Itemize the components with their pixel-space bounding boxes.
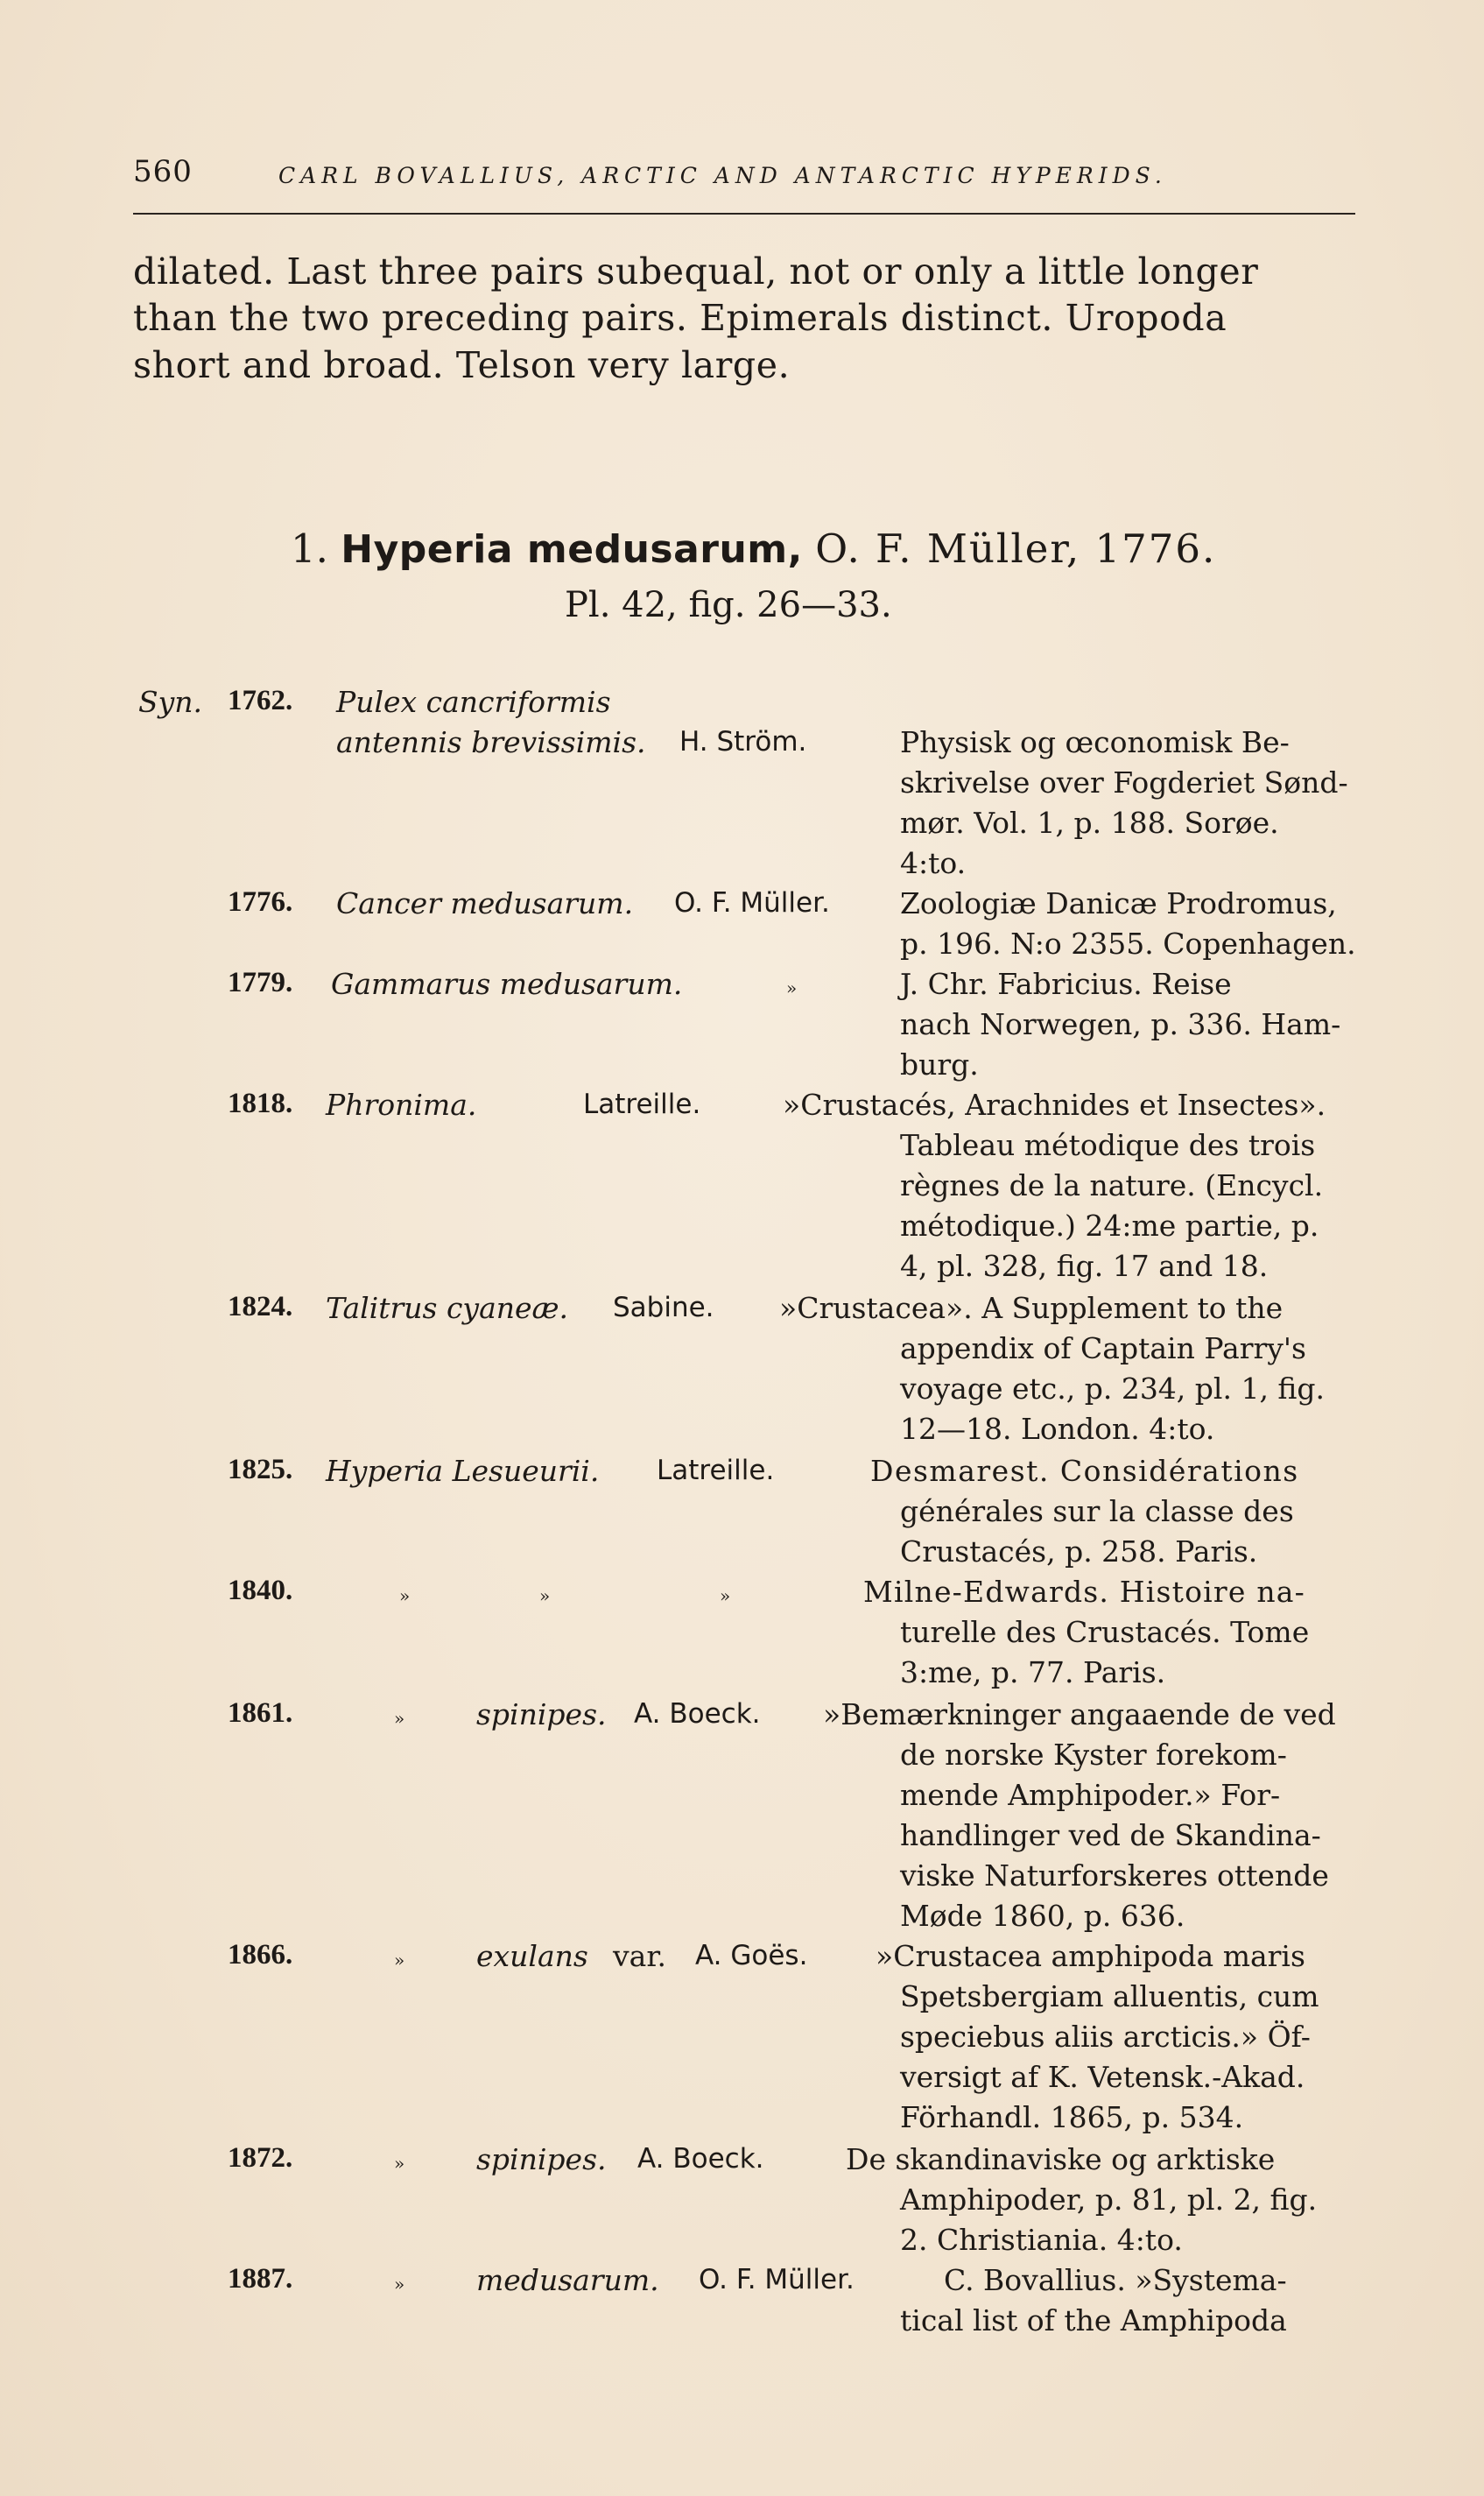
entry-reference: Spetsbergiam alluentis, cum bbox=[900, 1979, 1319, 2013]
intro-line: than the two preceding pairs. Epimerals distinct. Uropoda bbox=[133, 297, 1227, 339]
entry-taxon-suffix: var. bbox=[613, 1939, 666, 1973]
entry-year: 1840. bbox=[228, 1575, 293, 1606]
entry-reference: burg. bbox=[900, 1047, 979, 1082]
entry-year: 1776. bbox=[228, 886, 293, 918]
entry-reference: »Crustacés, Arachnides et Insectes». bbox=[783, 1088, 1326, 1122]
entry-taxon: Cancer medusarum. bbox=[336, 886, 634, 920]
entry-reference: Desmarest. Considérations bbox=[870, 1454, 1299, 1488]
entry-year: 1818. bbox=[228, 1088, 293, 1119]
entry-reference: Tableau métodique des trois bbox=[900, 1128, 1316, 1162]
entry-reference: mende Amphipoder.» For- bbox=[900, 1778, 1281, 1812]
species-number: 1. bbox=[291, 525, 328, 572]
entry-taxon: exulans bbox=[476, 1939, 588, 1973]
species-plate-reference: Pl. 42, fig. 26—33. bbox=[565, 585, 892, 625]
ditto-mark: » bbox=[394, 2153, 405, 2174]
entry-reference: »Crustacea». A Supplement to the bbox=[779, 1291, 1284, 1325]
entry-reference: métodique.) 24:me partie, p. bbox=[900, 1209, 1319, 1243]
entry-reference: Förhandl. 1865, p. 534. bbox=[900, 2100, 1244, 2134]
entry-taxon: spinipes. bbox=[476, 2142, 607, 2176]
entry-author: Latreille. bbox=[583, 1089, 701, 1120]
entry-reference: nach Norwegen, p. 336. Ham- bbox=[900, 1007, 1341, 1041]
entry-reference: Møde 1860, p. 636. bbox=[900, 1899, 1185, 1933]
entry-author: O. F. Müller. bbox=[674, 887, 830, 919]
entry-reference: 12—18. London. 4:to. bbox=[900, 1412, 1215, 1446]
ditto-mark: » bbox=[539, 1585, 551, 1606]
entry-author: A. Boeck. bbox=[637, 2143, 764, 2175]
ditto-mark: » bbox=[394, 1708, 405, 1729]
entry-reference: De skandinaviske og arktiske bbox=[846, 2142, 1276, 2176]
entry-reference: »Bemærkninger angaaende de ved bbox=[823, 1697, 1336, 1731]
entry-year: 1824. bbox=[228, 1291, 293, 1322]
entry-year: 1866. bbox=[228, 1939, 293, 1971]
entry-year: 1779. bbox=[228, 967, 293, 998]
entry-year: 1825. bbox=[228, 1454, 293, 1485]
entry-year: 1762. bbox=[228, 685, 293, 716]
entry-reference: Physisk og œconomisk Be- bbox=[900, 725, 1290, 759]
ditto-mark: » bbox=[399, 1585, 411, 1606]
entry-reference: turelle des Crustacés. Tome bbox=[900, 1615, 1310, 1649]
entry-reference: règnes de la nature. (Encycl. bbox=[900, 1168, 1324, 1202]
header-rule bbox=[133, 213, 1355, 215]
entry-author: O. F. Müller. bbox=[699, 2264, 855, 2295]
entry-reference: Amphipoder, p. 81, pl. 2, fig. bbox=[900, 2182, 1318, 2217]
entry-reference: »Crustacea amphipoda maris bbox=[876, 1939, 1305, 1973]
entry-taxon: Gammarus medusarum. bbox=[331, 967, 683, 1001]
entry-reference: handlinger ved de Skandina- bbox=[900, 1818, 1321, 1852]
entry-author: Sabine. bbox=[613, 1292, 714, 1323]
entry-taxon: spinipes. bbox=[476, 1697, 607, 1731]
entry-author: A. Goës. bbox=[695, 1940, 808, 1971]
entry-reference: speciebus aliis arcticis.» Öf- bbox=[900, 2020, 1311, 2054]
intro-line: dilated. Last three pairs subequal, not or only a little longer bbox=[133, 250, 1259, 293]
entry-reference: 4, pl. 328, fig. 17 and 18. bbox=[900, 1249, 1269, 1283]
entry-reference: appendix of Captain Parry's bbox=[900, 1331, 1306, 1365]
ditto-mark: » bbox=[394, 1950, 405, 1971]
entry-taxon: Talitrus cyaneæ. bbox=[326, 1291, 569, 1325]
entry-year: 1872. bbox=[228, 2142, 293, 2174]
entry-reference: J. Chr. Fabricius. Reise bbox=[900, 967, 1232, 1001]
entry-reference: skrivelse over Fogderiet Sønd- bbox=[900, 765, 1348, 800]
entry-taxon: Pulex cancriformis bbox=[336, 685, 611, 719]
entry-reference: Crustacés, p. 258. Paris. bbox=[900, 1534, 1258, 1569]
entry-author: Latreille. bbox=[657, 1455, 775, 1486]
entry-reference: 3:me, p. 77. Paris. bbox=[900, 1655, 1166, 1689]
entry-author: A. Boeck. bbox=[634, 1698, 761, 1730]
running-head: CARL BOVALLIUS, ARCTIC AND ANTARCTIC HYPERIDS. bbox=[278, 163, 1167, 188]
entry-reference: de norske Kyster forekom- bbox=[900, 1738, 1287, 1772]
entry-reference: versigt af K. Vetensk.-Akad. bbox=[900, 2060, 1305, 2094]
ditto-mark: » bbox=[720, 1585, 731, 1606]
entry-reference: 4:to. bbox=[900, 846, 967, 880]
entry-taxon: Phronima. bbox=[326, 1088, 477, 1122]
ditto-mark: » bbox=[394, 2274, 405, 2295]
entry-reference: générales sur la classe des bbox=[900, 1494, 1294, 1528]
entry-reference: 2. Christiania. 4:to. bbox=[900, 2223, 1183, 2257]
entry-reference: Milne-Edwards. Histoire na- bbox=[863, 1575, 1306, 1609]
species-author: O. F. Müller, 1776. bbox=[815, 525, 1217, 572]
entry-reference: tical list of the Amphipoda bbox=[900, 2303, 1287, 2337]
species-heading bbox=[291, 525, 1216, 572]
species-name: Hyperia medusarum, bbox=[341, 527, 803, 572]
entry-taxon: antennis brevissimis. bbox=[336, 725, 646, 759]
entry-author: H. Ström. bbox=[679, 726, 807, 758]
page-number: 560 bbox=[133, 154, 193, 189]
entry-taxon: medusarum. bbox=[476, 2263, 659, 2297]
entry-year: 1861. bbox=[228, 1697, 293, 1729]
entry-reference: mør. Vol. 1, p. 188. Sorøe. bbox=[900, 806, 1279, 840]
entry-year: 1887. bbox=[228, 2263, 293, 2295]
entry-reference: C. Bovallius. »Systema- bbox=[944, 2263, 1287, 2297]
entry-reference: p. 196. N:o 2355. Copenhagen. bbox=[900, 927, 1356, 961]
entry-reference: viske Naturforskeres ottende bbox=[900, 1858, 1329, 1893]
entry-taxon: Hyperia Lesueurii. bbox=[326, 1454, 600, 1488]
intro-line: short and broad. Telson very large. bbox=[133, 344, 791, 386]
entry-reference: voyage etc., p. 234, pl. 1, fig. bbox=[900, 1371, 1326, 1406]
entry-reference: Zoologiæ Danicæ Prodromus, bbox=[900, 886, 1337, 920]
ditto-mark: » bbox=[786, 977, 798, 998]
synonymy-label: Syn. bbox=[138, 685, 202, 719]
